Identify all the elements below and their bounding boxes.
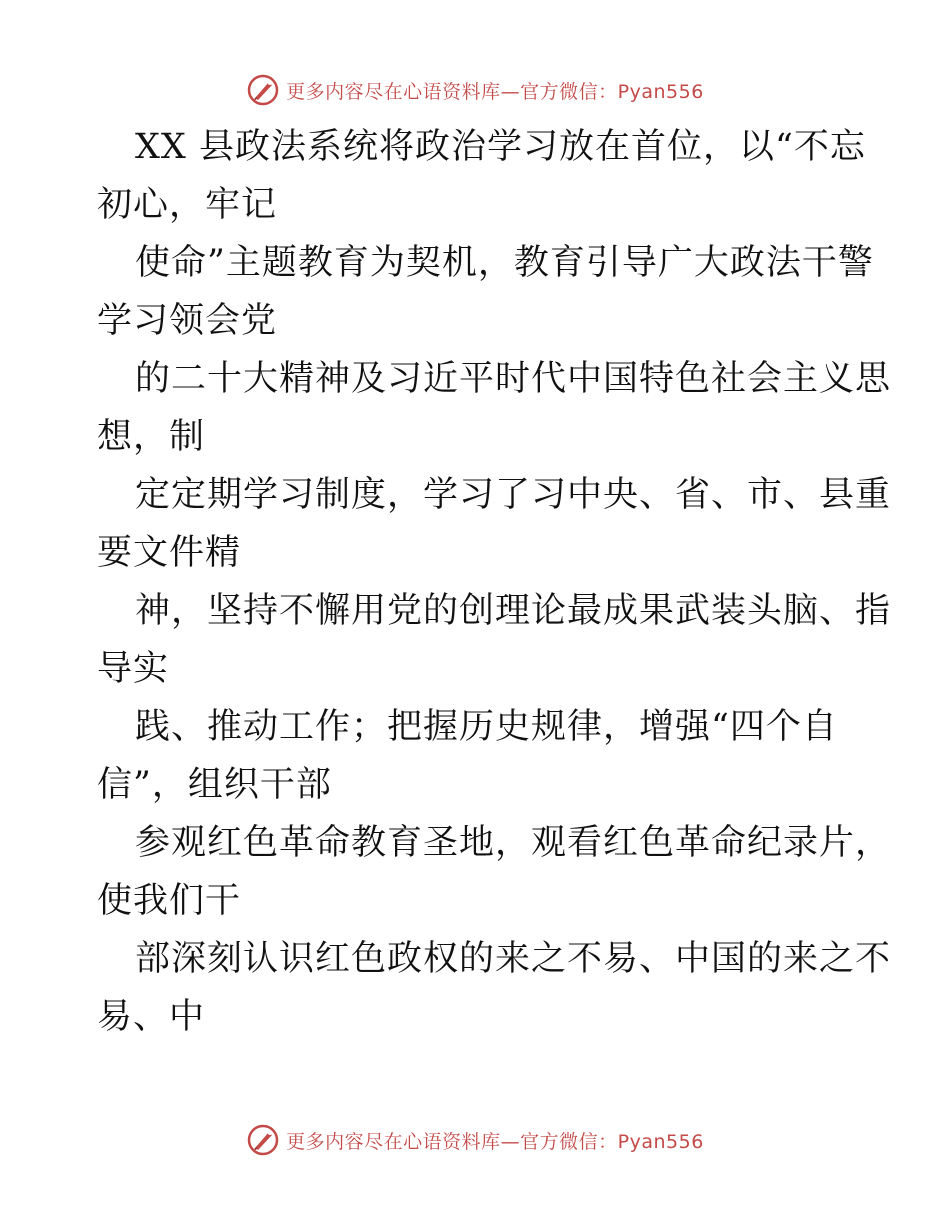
text-line: 的二十大精神及习近平时代中国特色社会主义思 <box>135 359 892 399</box>
header-banner <box>0 70 950 110</box>
text-line: 想，制 <box>97 417 206 457</box>
header-banner-text: 更多内容尽在心语资料库—官方微信：Pyan556 <box>286 80 704 103</box>
text-line: 部深刻认识红色政权的来之不易、中国的来之不 <box>135 939 892 979</box>
text-line: 使我们干 <box>97 881 242 921</box>
footer-banner-text: 更多内容尽在心语资料库—官方微信：Pyan556 <box>286 1130 704 1153</box>
text-line: 学习领会党 <box>97 301 278 341</box>
document-body <box>97 118 892 1046</box>
text-line: XX 县政法系统将政治学习放在首位，以“不忘 <box>135 127 866 167</box>
text-line: 初心，牢记 <box>97 185 278 225</box>
text-line: 导实 <box>97 649 170 689</box>
quill-pen-seal-icon <box>246 1123 280 1157</box>
text-line: 信”，组织干部 <box>97 765 332 805</box>
text-line: 践、推动工作；把握历史规律，增强“四个自 <box>135 707 838 747</box>
text-line: 要文件精 <box>97 533 242 573</box>
text-line: 易、中 <box>97 997 206 1037</box>
text-line: 神，坚持不懈用党的创理论最成果武装头脑、指 <box>135 591 892 631</box>
text-line: 使命”主题教育为契机，教育引导广大政法干警 <box>135 243 874 283</box>
footer-banner <box>0 1120 950 1160</box>
text-line: 定定期学习制度，学习了习中央、省、市、县重 <box>135 475 892 515</box>
quill-pen-seal-icon <box>246 73 280 107</box>
text-line: 参观红色革命教育圣地，观看红色革命纪录片， <box>135 823 892 863</box>
